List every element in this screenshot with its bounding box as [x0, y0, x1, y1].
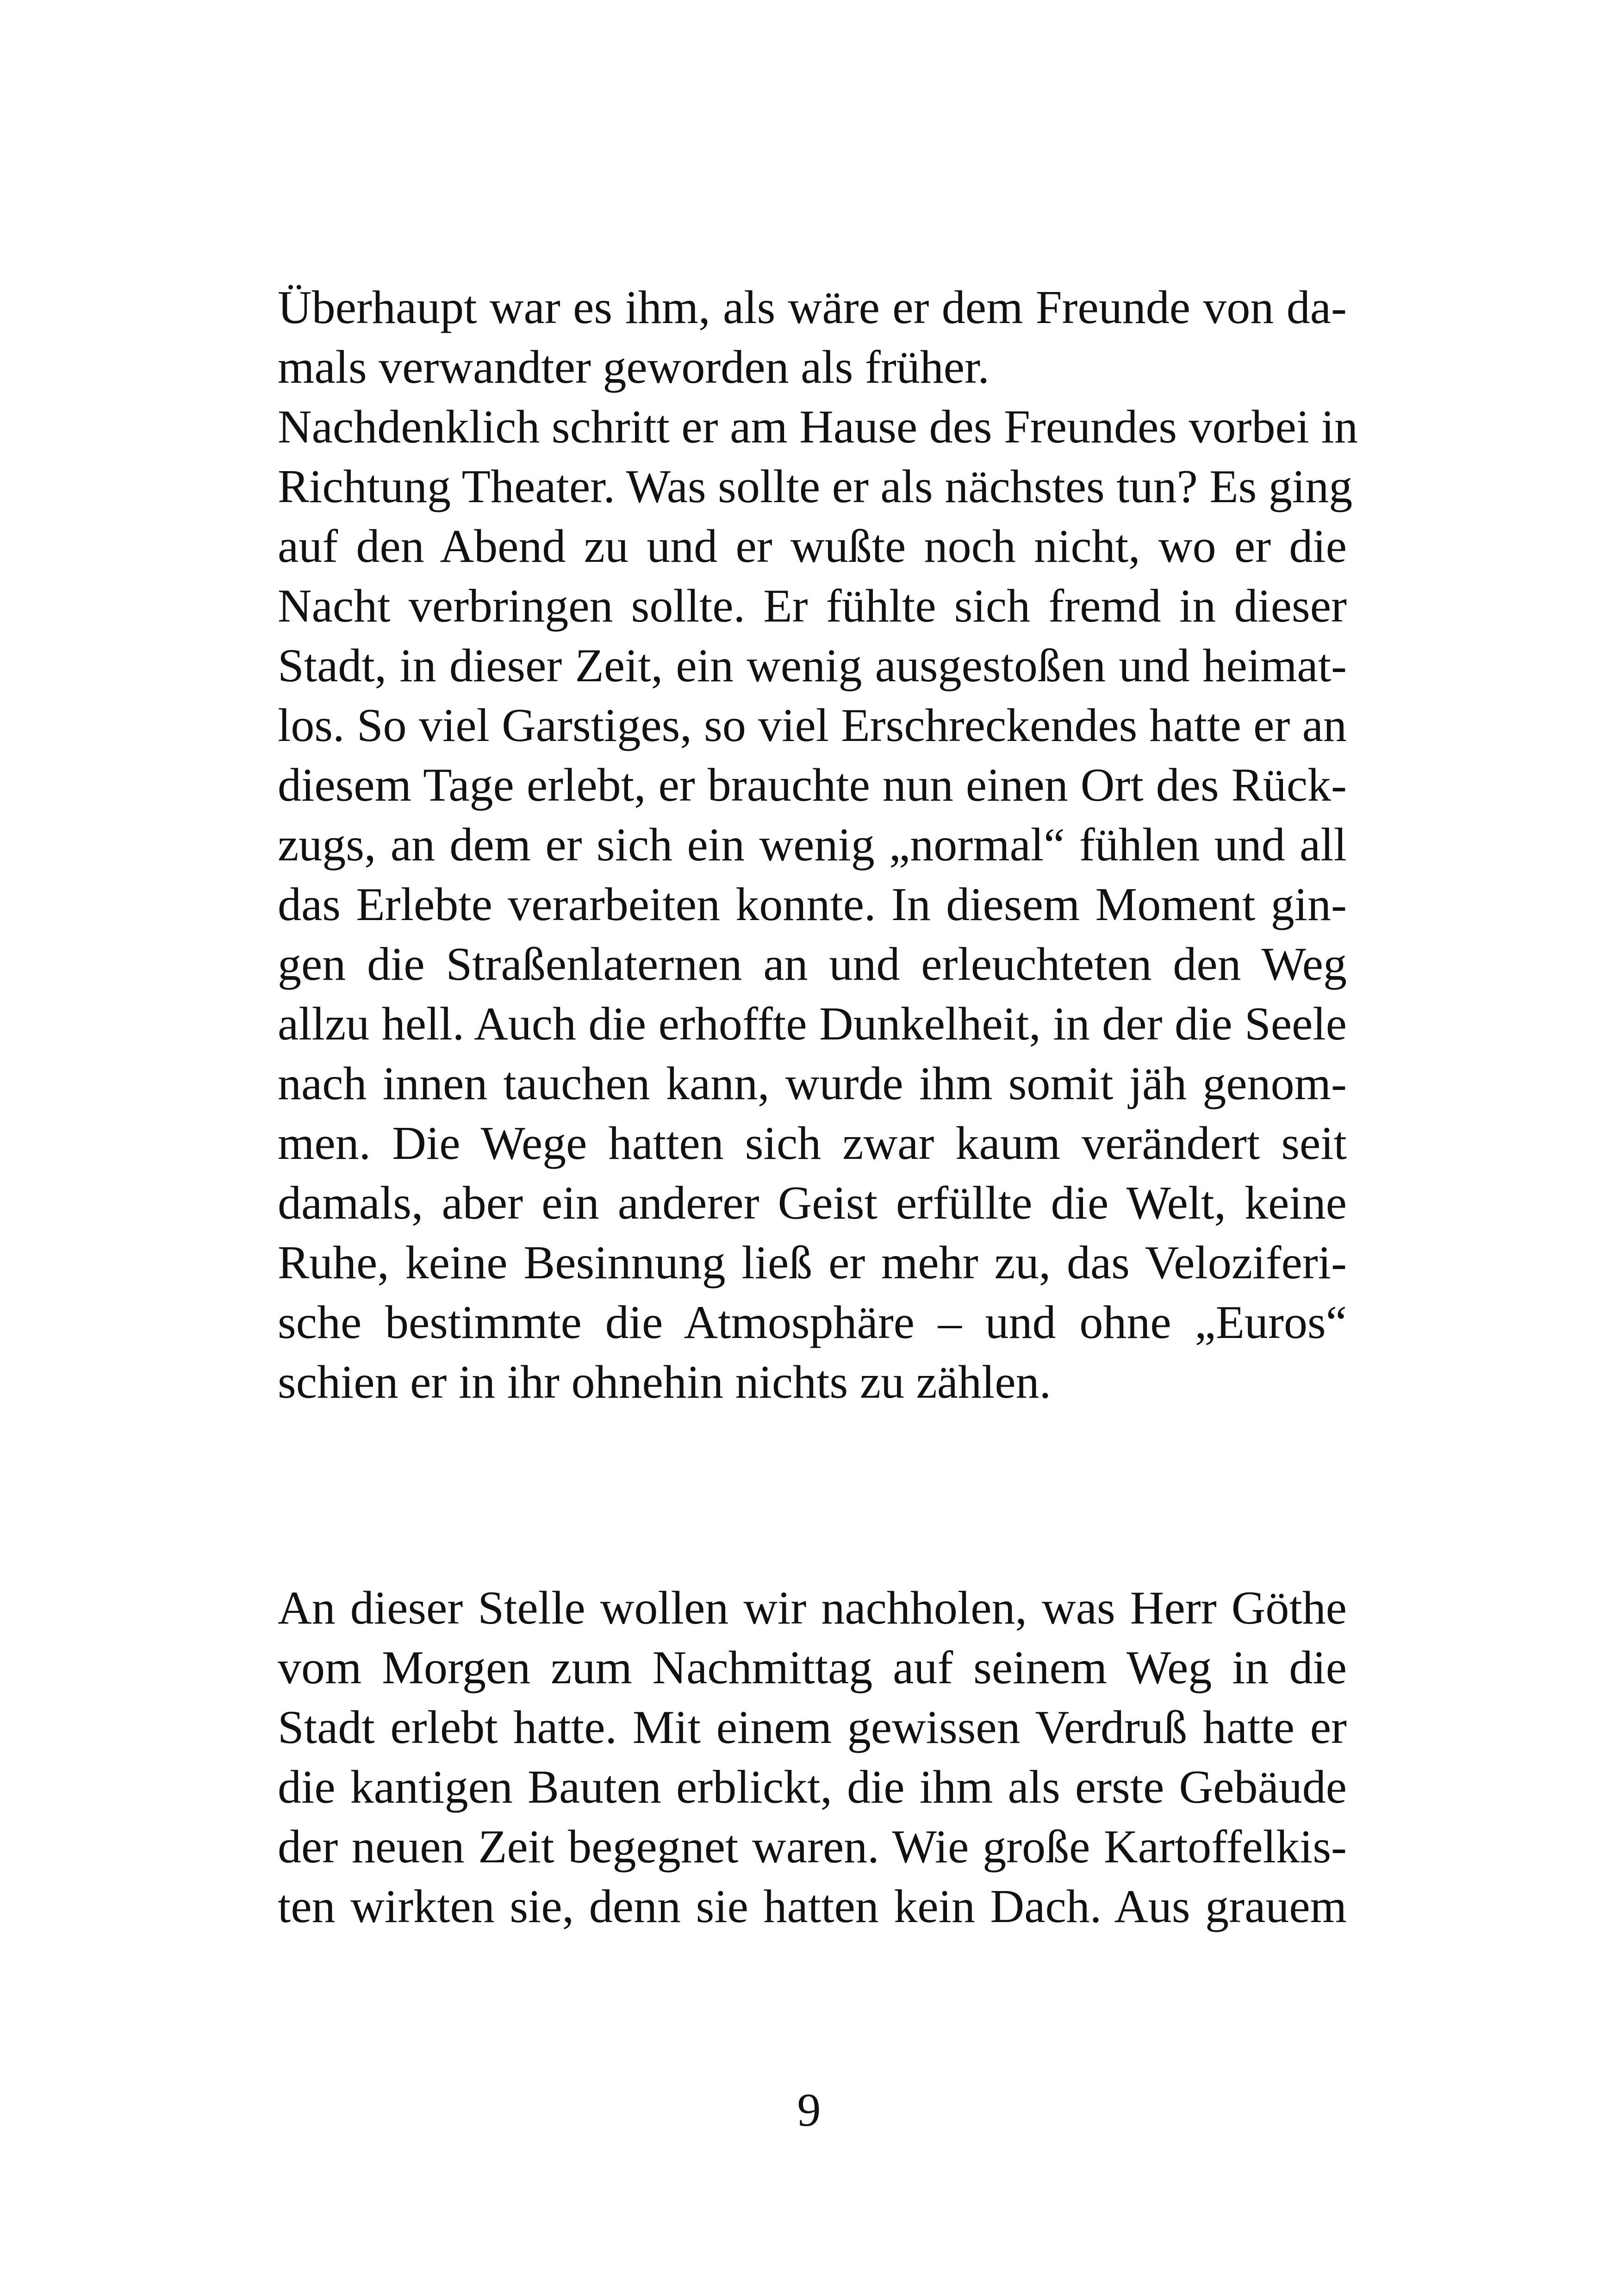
text-line: Stadt, in dieser Zeit, ein wenig ausgestoßen und heimat- [278, 640, 1347, 692]
text-line: allzu hell. Auch die erhoffte Dunkelheit, in der die Seele [278, 998, 1347, 1050]
text-line: los. So viel Garstiges, so viel Erschreckendes hatte er an [278, 699, 1347, 752]
text-line: vom Morgen zum Nachmittag auf seinem Weg in die [278, 1642, 1347, 1694]
text-line: die kantigen Bauten erblickt, die ihm als erste Gebäude [278, 1761, 1347, 1813]
text-line: diesem Tage erlebt, er brauchte nun einen Ort des Rück- [278, 759, 1347, 811]
text-line: das Erlebte verarbeiten konnte. In diesem Moment gin- [278, 878, 1347, 931]
text-line: schien er in ihr ohnehin nichts zu zählen. [278, 1356, 1052, 1408]
paragraph-1 [278, 278, 1358, 1412]
paragraph-2 [278, 1578, 1347, 1936]
text-line: Nacht verbringen sollte. Er fühlte sich fremd in dieser [278, 580, 1347, 632]
text-line: mals verwandter geworden als früher. [278, 341, 989, 393]
text-line: Nachdenklich schritt er am Hause des Freundes vorbei in [278, 401, 1358, 453]
text-line: sche bestimmte die Atmosphäre – und ohne „Euros“ [278, 1296, 1347, 1349]
text-line: gen die Straßenlaternen an und erleuchteten den Weg [278, 938, 1347, 990]
text-line: An dieser Stelle wollen wir nachholen, was Herr Göthe [278, 1582, 1347, 1634]
text-line: auf den Abend zu und er wußte noch nicht, wo er die [278, 520, 1347, 572]
text-line: Stadt erlebt hatte. Mit einem gewissen Verdruß hatte er [278, 1701, 1347, 1754]
text-line: damals, aber ein anderer Geist erfüllte die Welt, keine [278, 1177, 1347, 1229]
text-line: Ruhe, keine Besinnung ließ er mehr zu, das Veloziferi- [278, 1237, 1347, 1289]
text-line: men. Die Wege hatten sich zwar kaum verändert seit [278, 1117, 1347, 1170]
text-line: nach innen tauchen kann, wurde ihm somit jäh genom- [278, 1058, 1347, 1110]
text-line: ten wirkten sie, denn sie hatten kein Dach. Aus grauem [278, 1880, 1347, 1933]
page-number: 9 [797, 2084, 821, 2136]
text-line: Überhaupt war es ihm, als wäre er dem Freunde von da- [278, 281, 1347, 334]
text-line: Richtung Theater. Was sollte er als nächstes tun? Es ging [278, 460, 1353, 513]
text-line: zugs, an dem er sich ein wenig „normal“ fühlen und all [278, 819, 1347, 871]
text-line: der neuen Zeit begegnet waren. Wie große Kartoffelkis- [278, 1821, 1347, 1873]
